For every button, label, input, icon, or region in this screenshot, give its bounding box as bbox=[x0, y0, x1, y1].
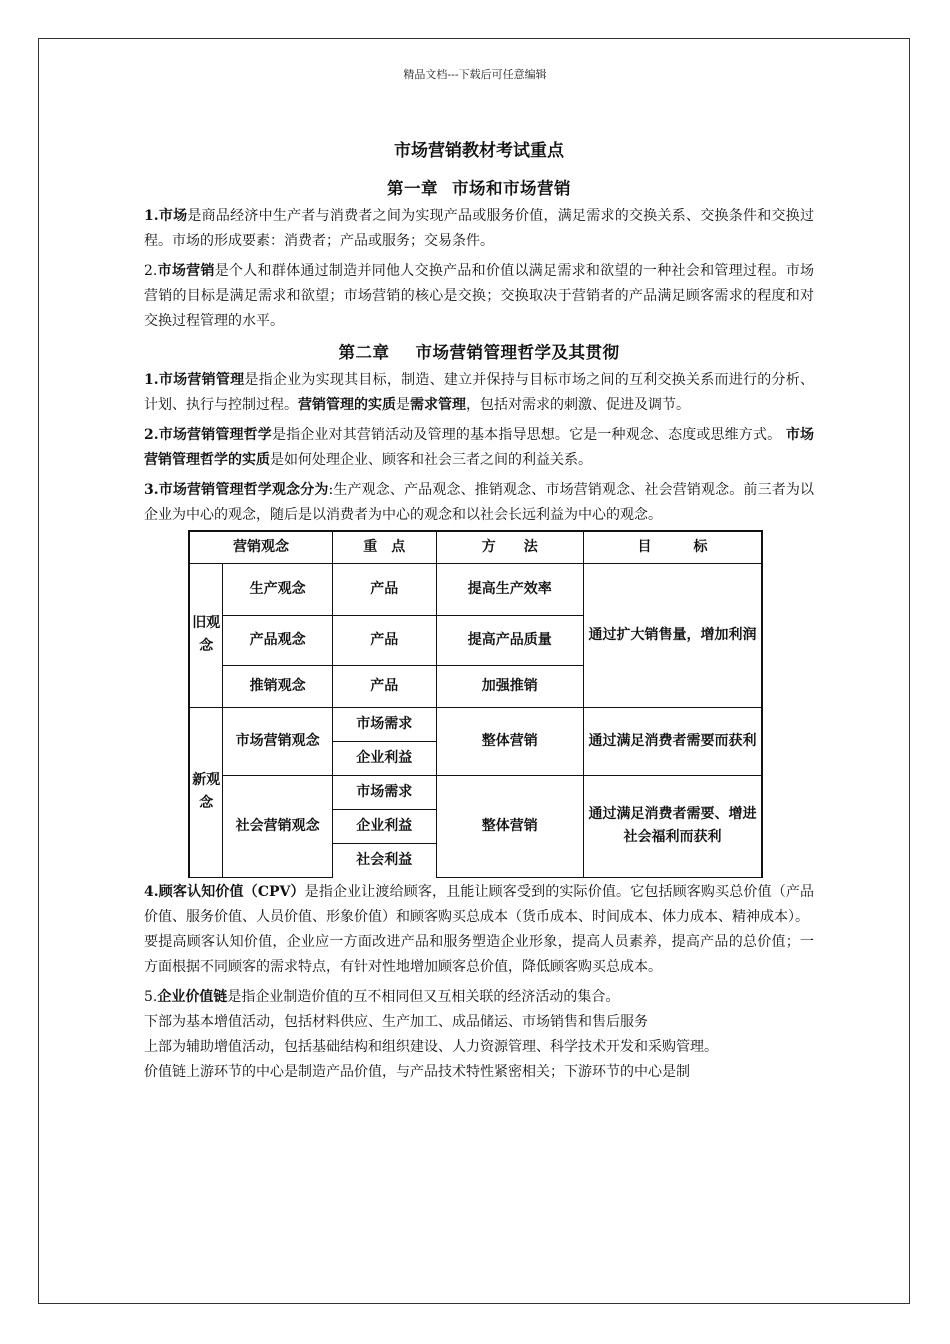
table-cell: 企业利益 bbox=[332, 809, 436, 843]
table-cell: 提高生产效率 bbox=[436, 563, 583, 615]
new-concepts-group: 新观念 bbox=[189, 707, 223, 877]
ch2-para-1: 1.市场营销管理是指企业为实现其目标，制造、建立并保持与目标市场之间的互利交换关系而进行的分析、计划、执行与控制过程。营销管理的实质是需求管理，包括对需求的刺激、促进及调节。 bbox=[144, 372, 815, 413]
ch1-para-market: 1.市场是商品经济中生产者与消费者之间为实现产品或服务价值，满足需求的交换关系、交换条件和交换过程。市场的形成要素：消费者；产品或服务；交易条件。 bbox=[144, 208, 814, 249]
chapter-1-title: 第一章 市场和市场营销 bbox=[387, 179, 571, 198]
ch2-para-2: 2.市场营销管理哲学是指企业对其营销活动及管理的基本指导思想。它是一种观念、态度或思维方式。 市场营销管理哲学的实质是如何处理企业、顾客和社会三者之间的利益关系。 bbox=[144, 427, 815, 468]
document-body bbox=[144, 136, 814, 1085]
table-header: 营销观念 bbox=[189, 531, 332, 563]
table-row bbox=[189, 707, 762, 741]
ch2-para-3: 3.市场营销管理哲学观念分为:生产观念、产品观念、推销观念、市场营销观念、社会营销观念。前三者为以企业为中心的观念，随后是以消费者为中心的观念和以社会长远利益为中心的观念。 bbox=[144, 482, 814, 523]
term-market: 1.市场 bbox=[144, 208, 188, 224]
para-value-chain-upper: 上部为辅助增值活动，包括基础结构和组织建设、人力资源管理、科学技术开发和采购管理。 bbox=[144, 1038, 718, 1055]
table-cell: 产品 bbox=[332, 563, 436, 615]
marketing-concepts-table bbox=[188, 530, 763, 878]
table-cell: 通过满足消费者需要、增进社会福利而获利 bbox=[584, 775, 762, 877]
old-concepts-group: 旧观念 bbox=[189, 563, 223, 707]
table-cell: 企业利益 bbox=[332, 741, 436, 775]
table-cell: 通过满足消费者需要而获利 bbox=[584, 707, 762, 775]
table-cell: 市场营销观念 bbox=[223, 707, 333, 775]
term-marketing: 市场营销 bbox=[157, 263, 215, 279]
document-title: 市场营销教材考试重点 bbox=[394, 141, 564, 161]
para-cpv-improve: 要提高顾客认知价值，企业应一方面改进产品和服务塑造企业形象，提高人员素养，提高产品的总价值；一方面根据不同顾客的需求特点，有针对性地增加顾客总价值，降低顾客购买总成本。 bbox=[144, 933, 814, 975]
table-row bbox=[189, 563, 762, 615]
table-cell: 社会利益 bbox=[332, 843, 436, 877]
table-header: 重 点 bbox=[332, 531, 436, 563]
para-value-chain: 5.企业价值链是指企业制造价值的互不相同但又互相关联的经济活动的集合。 bbox=[144, 988, 620, 1005]
table-cell: 产品 bbox=[332, 615, 436, 665]
ch1-para-marketing: 2.市场营销是个人和群体通过制造并同他人交换产品和价值以满足需求和欲望的一种社会和管理过程。市场营销的目标是满足需求和欲望；市场营销的核心是交换；交换取决于营销者的产品满足顾客需求的程度和对交换过程管理的水平。 bbox=[144, 263, 814, 329]
old-goal-cell: 通过扩大销售量，增加利润 bbox=[584, 563, 762, 707]
table-cell: 产品观念 bbox=[223, 615, 333, 665]
table-header: 目 标 bbox=[584, 531, 762, 563]
table-cell: 整体营销 bbox=[436, 707, 583, 775]
page-header: 精品文档---下载后可任意编辑 bbox=[403, 68, 547, 81]
para-value-chain-lower: 下部为基本增值活动，包括材料供应、生产加工、成品储运、市场销售和售后服务 bbox=[144, 1013, 648, 1030]
table-row bbox=[189, 775, 762, 809]
table-cell: 推销观念 bbox=[223, 665, 333, 707]
table-header: 方 法 bbox=[436, 531, 583, 563]
table-header-row bbox=[189, 531, 762, 563]
table-cell: 提高产品质量 bbox=[436, 615, 583, 665]
para-value-chain-streams: 价值链上游环节的中心是制造产品价值，与产品技术特性紧密相关；下游环节的中心是制 bbox=[144, 1063, 690, 1080]
table-cell: 市场需求 bbox=[332, 707, 436, 741]
table-cell: 生产观念 bbox=[223, 563, 333, 615]
table-cell: 整体营销 bbox=[436, 775, 583, 877]
table-cell: 社会营销观念 bbox=[223, 775, 333, 877]
para-cpv: 4.顾客认知价值（CPV）是指企业让渡给顾客，且能让顾客受到的实际价值。它包括顾客购买总价值（产品价值、服务价值、人员价值、形象价值）和顾客购买总成本（货币成本、时间成本、体力成本、精神成本）。 bbox=[144, 883, 814, 925]
table-cell: 产品 bbox=[332, 665, 436, 707]
chapter-2-title: 第二章 市场营销管理哲学及其贯彻 bbox=[338, 343, 620, 362]
table-cell: 市场需求 bbox=[332, 775, 436, 809]
table-cell: 加强推销 bbox=[436, 665, 583, 707]
